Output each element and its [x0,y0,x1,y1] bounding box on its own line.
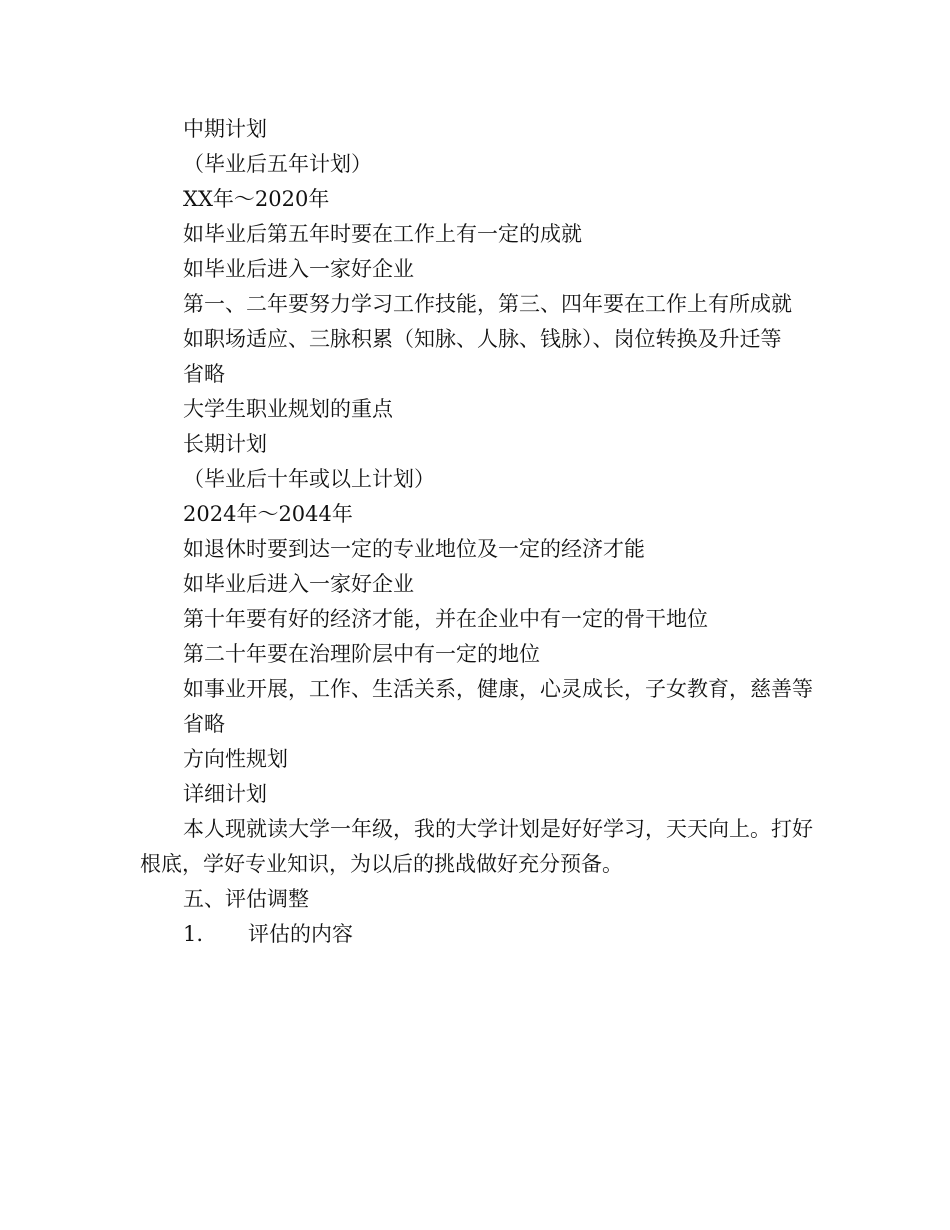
paragraph: 如职场适应、三脉积累（知脉、人脉、钱脉）、岗位转换及升迁等 [183,327,782,351]
paragraph: 第二十年要在治理阶层中有一定的地位 [183,642,540,666]
paragraph: （毕业后五年计划） [183,152,372,176]
paragraph: 方向性规划 [183,747,288,771]
list-item-text: 评估的内容 [248,922,353,946]
paragraph: 如毕业后进入一家好企业 [183,257,414,281]
paragraph: 第一、二年要努力学习工作技能，第三、四年要在工作上有所成就 [183,292,792,316]
paragraph: 详细计划 [183,782,267,806]
paragraph: 第十年要有好的经济才能，并在企业中有一定的骨干地位 [183,607,708,631]
paragraph: 长期计划 [183,432,267,456]
list-item-number: 1. [183,922,204,946]
paragraph: 如事业开展，工作、生活关系，健康，心灵成长，子女教育，慈善等 [183,677,813,701]
paragraph: 省略 [183,362,225,386]
document-body [140,112,820,952]
paragraph: （毕业后十年或以上计划） [183,467,435,491]
paragraph: 省略 [183,712,225,736]
paragraph: 本人现就读大学一年级，我的大学计划是好好学习，天天向上。打好根底，学好专业知识，为以后的挑战做好充分预备。 [140,817,813,876]
section-heading: 五、评估调整 [183,887,309,911]
paragraph: 2024年～2044年 [183,502,353,526]
paragraph: XX年～2020年 [183,187,330,211]
paragraph: 大学生职业规划的重点 [183,397,393,421]
paragraph: 中期计划 [183,117,267,141]
paragraph: 如毕业后第五年时要在工作上有一定的成就 [183,222,582,246]
numbered-list-item [140,917,820,952]
paragraph: 如毕业后进入一家好企业 [183,572,414,596]
paragraph: 如退休时要到达一定的专业地位及一定的经济才能 [183,537,645,561]
